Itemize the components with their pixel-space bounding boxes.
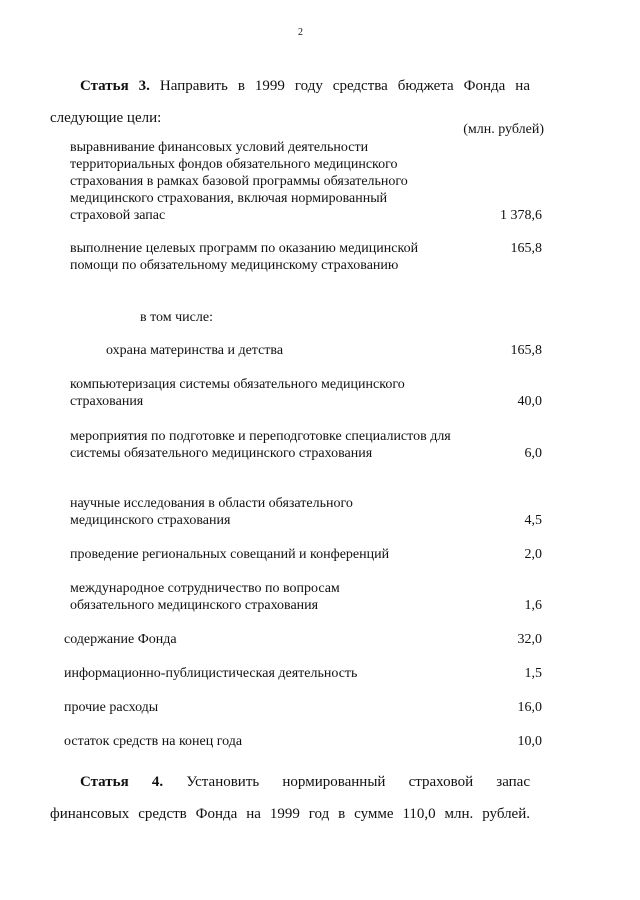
budget-row bbox=[70, 580, 542, 614]
budget-row-value: 165,8 bbox=[510, 343, 542, 358]
budget-row-text: информационно-публицистическая деятельность bbox=[64, 666, 358, 681]
article-4 bbox=[50, 766, 530, 830]
budget-row-text: компьютеризация системы обязательного медицинского страхования bbox=[70, 377, 405, 409]
budget-row bbox=[64, 665, 542, 682]
budget-row bbox=[64, 733, 542, 750]
budget-row-value: 1,6 bbox=[524, 598, 542, 613]
budget-row-text: проведение региональных совещаний и конференций bbox=[70, 547, 390, 562]
budget-row-value: 6,0 bbox=[524, 446, 542, 461]
budget-row bbox=[64, 631, 542, 648]
budget-row-value: 32,0 bbox=[517, 632, 542, 647]
article-4-text-line1: Установить нормированный страховой запас bbox=[186, 774, 530, 790]
budget-row-text: остаток средств на конец года bbox=[64, 734, 243, 749]
budget-row-text: охрана материнства и детства bbox=[106, 343, 284, 358]
budget-row-value: 4,5 bbox=[524, 513, 542, 528]
budget-row bbox=[70, 240, 542, 274]
budget-row-text: прочие расходы bbox=[64, 700, 159, 715]
budget-row-value: 40,0 bbox=[517, 394, 542, 409]
budget-row-value: 165,8 bbox=[510, 241, 542, 256]
article-3-text-line1: Направить в 1999 году средства бюджета Фонда на bbox=[159, 78, 530, 94]
budget-row-value: 10,0 bbox=[517, 734, 542, 749]
budget-row bbox=[106, 342, 542, 359]
article-3-text-line2: следующие цели: bbox=[50, 110, 162, 126]
unit-label: (млн. рублей) bbox=[463, 122, 544, 137]
budget-row bbox=[70, 376, 542, 410]
budget-row-text: выполнение целевых программ по оказанию медицинской помощи по обязательному медицинскому страхованию bbox=[70, 241, 419, 273]
budget-row bbox=[70, 428, 542, 462]
budget-row bbox=[70, 546, 542, 563]
budget-row-text: мероприятия по подготовке и переподготовке специалистов для системы обязательного медицинского страхования bbox=[70, 429, 451, 461]
subheading: в том числе: bbox=[140, 310, 213, 325]
budget-row-value: 1,5 bbox=[524, 666, 542, 681]
budget-row bbox=[64, 699, 542, 716]
page-number: 2 bbox=[298, 27, 303, 38]
article-3 bbox=[50, 70, 530, 134]
budget-row-value: 16,0 bbox=[517, 700, 542, 715]
article-3-line1 bbox=[50, 70, 530, 102]
budget-row-text: содержание Фонда bbox=[64, 632, 177, 647]
article-4-title: Статья 4. bbox=[80, 774, 164, 790]
budget-row-text: международное сотрудничество по вопросам обязательного медицинского страхования bbox=[70, 581, 340, 613]
budget-row bbox=[70, 495, 542, 529]
budget-row-value: 2,0 bbox=[524, 547, 542, 562]
budget-row-value: 1 378,6 bbox=[500, 208, 542, 223]
article-4-text-line2: финансовых средств Фонда на 1999 год в сумме 110,0 млн. рублей. bbox=[50, 806, 530, 822]
article-3-title: Статья 3. bbox=[80, 78, 150, 94]
budget-row-text: научные исследования в области обязательного медицинского страхования bbox=[70, 496, 353, 528]
budget-row-text: выравнивание финансовых условий деятельности территориальных фондов обязательного медицинского страхования в рамках базовой программы обязательного медицинского страхования, включая нормированный страховой запас bbox=[70, 140, 408, 223]
budget-row bbox=[70, 139, 542, 224]
article-4-line1 bbox=[50, 766, 530, 798]
